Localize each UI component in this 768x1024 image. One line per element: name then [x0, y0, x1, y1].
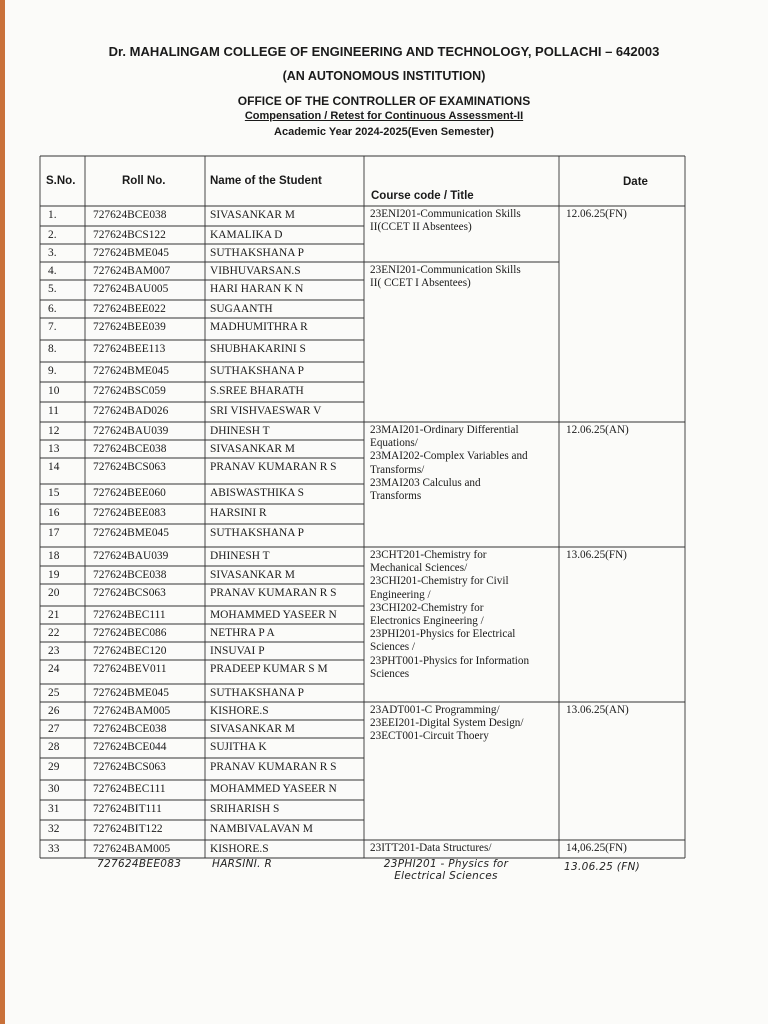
group-course: [370, 842, 491, 855]
row-name: INSUVAI P: [210, 645, 265, 657]
row-name: DHINESH T: [210, 550, 270, 562]
row-sno: 7.: [48, 321, 57, 333]
group-date: 13.06.25(AN): [566, 704, 629, 716]
course-line: 23ECT001-Circuit Thoery: [370, 730, 489, 743]
row-name: KISHORE.S: [210, 705, 269, 717]
row-name: HARI HARAN K N: [210, 283, 304, 295]
row-sno: 8.: [48, 343, 57, 355]
row-roll: 727624BEE022: [93, 303, 166, 315]
group-course: [370, 549, 529, 681]
row-name: ABISWASTHIKA S: [210, 487, 304, 499]
row-sno: 11: [48, 405, 59, 417]
course-line: 23PHI201-Physics for Electrical: [370, 628, 516, 641]
row-name: SIVASANKAR M: [210, 443, 295, 455]
row-roll: 727624BME045: [93, 527, 169, 539]
row-sno: 17: [48, 527, 60, 539]
office-title: OFFICE OF THE CONTROLLER OF EXAMINATIONS: [237, 94, 531, 108]
row-name: SHUBHAKARINI S: [210, 343, 306, 355]
course-line: 23CHI201-Chemistry for Civil: [370, 575, 509, 588]
row-roll: 727624BEV011: [93, 663, 167, 675]
course-line: Transforms: [370, 490, 422, 503]
row-sno: 22: [48, 627, 60, 639]
row-name: NETHRA P A: [210, 627, 275, 639]
group-course: [370, 424, 528, 503]
course-line: Engineering /: [370, 588, 431, 601]
row-roll: 727624BAU039: [93, 425, 169, 437]
row-roll: 727624BAM005: [93, 843, 171, 855]
row-sno: 23: [48, 645, 60, 657]
row-sno: 16: [48, 507, 60, 519]
row-sno: 25: [48, 687, 60, 699]
handwritten-roll: 727624BEE083: [97, 858, 182, 870]
course-line: 23MAI202-Complex Variables and: [370, 450, 528, 463]
course-line: Sciences: [370, 667, 410, 680]
row-roll: 727624BEC111: [93, 783, 166, 795]
course-line: Sciences /: [370, 641, 416, 654]
course-line: 23ITT201-Data Structures/: [370, 842, 492, 854]
row-name: SUTHAKSHANA P: [210, 687, 304, 699]
row-roll: 727624BCE038: [93, 723, 167, 735]
row-name: SIVASANKAR M: [210, 569, 295, 581]
row-sno: 28: [48, 741, 60, 753]
row-roll: 727624BAU005: [93, 283, 169, 295]
row-name: SRIHARISH S: [210, 803, 280, 815]
row-sno: 2.: [48, 229, 57, 241]
group-date: 14,06.25(FN): [566, 842, 627, 854]
course-line: 23EEI201-Digital System Design/: [370, 717, 524, 730]
row-sno: 20: [48, 587, 60, 599]
document-subject: Compensation / Retest for Continuous Assessment-II: [244, 110, 524, 122]
institution-status: (AN AUTONOMOUS INSTITUTION): [282, 69, 486, 83]
course-line: 23CHT201-Chemistry for: [370, 549, 487, 561]
row-name: SIVASANKAR M: [210, 209, 295, 221]
handwritten-date: 13.06.25 (FN): [564, 861, 641, 873]
row-roll: 727624BME045: [93, 365, 169, 377]
row-name: MOHAMMED YASEER N: [210, 783, 337, 795]
row-sno: 1.: [48, 209, 57, 221]
row-sno: 19: [48, 569, 60, 581]
row-name: NAMBIVALAVAN M: [210, 823, 313, 835]
row-sno: 15: [48, 487, 60, 499]
group-course: [370, 704, 524, 744]
row-roll: 727624BEE083: [93, 507, 166, 519]
row-name: S.SREE BHARATH: [210, 385, 304, 397]
row-roll: 727624BIT111: [93, 803, 162, 815]
row-name: HARSINI R: [210, 507, 267, 519]
handwritten-course-line2: Electrical Sciences: [394, 870, 498, 882]
course-line: 23CHI202-Chemistry for: [370, 601, 484, 614]
row-roll: 727624BCE038: [93, 443, 167, 455]
row-roll: 727624BCE044: [93, 741, 167, 753]
course-line: 23ADT001-C Programming/: [370, 704, 500, 716]
course-line: 23PHT001-Physics for Information: [370, 654, 530, 667]
group-date: 12.06.25(FN): [566, 208, 627, 220]
row-name: PRANAV KUMARAN R S: [210, 587, 337, 599]
course-line: II( CCET I Absentees): [370, 277, 471, 290]
row-name: SIVASANKAR M: [210, 723, 295, 735]
row-roll: 727624BSC059: [93, 385, 166, 397]
course-line: 23MAI201-Ordinary Differential: [370, 424, 519, 436]
handwritten-name: HARSINI. R: [212, 858, 273, 870]
course-line: Mechanical Sciences/: [370, 562, 468, 575]
row-sno: 9.: [48, 365, 57, 377]
course-line: 23ENI201-Communication Skills: [370, 264, 521, 276]
course-line: Electronics Engineering /: [370, 615, 484, 628]
row-roll: 727624BEE060: [93, 487, 166, 499]
handwritten-course-line1: 23PHI201 - Physics for: [383, 858, 509, 870]
row-roll: 727624BAM007: [93, 265, 171, 277]
row-sno: 12: [48, 425, 60, 437]
course-line: 23ENI201-Communication Skills: [370, 208, 521, 220]
row-name: SUTHAKSHANA P: [210, 247, 304, 259]
row-name: MADHUMITHRA R: [210, 321, 308, 333]
group-course: [370, 264, 521, 290]
col-course: Course code / Title: [371, 190, 474, 202]
row-name: SUTHAKSHANA P: [210, 365, 304, 377]
college-name: Dr. MAHALINGAM COLLEGE OF ENGINEERING AND TECHNOLOGY, POLLACHI – 642003: [108, 44, 660, 59]
row-roll: 727624BCS063: [93, 461, 166, 473]
row-sno: 14: [48, 461, 60, 473]
row-sno: 27: [48, 723, 60, 735]
row-name: PRADEEP KUMAR S M: [210, 663, 328, 675]
row-name: VIBHUVARSAN.S: [210, 265, 301, 277]
row-sno: 3.: [48, 247, 57, 259]
group-date: 13.06.25(FN): [566, 549, 627, 561]
row-name: SRI VISHVAESWAR V: [210, 405, 322, 417]
row-roll: 727624BEE113: [93, 343, 166, 355]
row-sno: 31: [48, 803, 60, 815]
row-roll: 727624BAM005: [93, 705, 171, 717]
col-name: Name of the Student: [210, 175, 322, 187]
row-name: KISHORE.S: [210, 843, 269, 855]
row-roll: 727624BCS063: [93, 587, 166, 599]
row-roll: 727624BEC120: [93, 645, 167, 657]
row-name: SUGAANTH: [210, 303, 273, 315]
row-sno: 13: [48, 443, 60, 455]
col-date: Date: [623, 176, 648, 188]
course-line: Transforms/: [370, 463, 425, 476]
course-line: 23MAI203 Calculus and: [370, 476, 481, 489]
col-roll: Roll No.: [122, 175, 166, 187]
row-sno: 32: [48, 823, 60, 835]
row-roll: 727624BEC111: [93, 609, 166, 621]
row-name: SUTHAKSHANA P: [210, 527, 304, 539]
row-name: SUJITHA K: [210, 741, 267, 753]
row-sno: 18: [48, 550, 60, 562]
group-date: 12.06.25(AN): [566, 424, 629, 436]
group-course: [370, 208, 521, 234]
row-name: KAMALIKA D: [210, 229, 283, 241]
row-sno: 10: [48, 385, 60, 397]
row-name: PRANAV KUMARAN R S: [210, 761, 337, 773]
academic-year: Academic Year 2024-2025(Even Semester): [274, 126, 494, 138]
row-roll: 727624BEE039: [93, 321, 166, 333]
row-roll: 727624BAU039: [93, 550, 169, 562]
row-sno: 6.: [48, 303, 57, 315]
handwritten-course: [366, 858, 526, 882]
row-sno: 29: [48, 761, 60, 773]
row-sno: 5.: [48, 283, 57, 295]
row-roll: 727624BEC086: [93, 627, 167, 639]
row-roll: 727624BCE038: [93, 209, 167, 221]
row-roll: 727624BME045: [93, 247, 169, 259]
course-line: II(CCET II Absentees): [370, 221, 472, 234]
row-sno: 30: [48, 783, 60, 795]
course-line: Equations/: [370, 437, 418, 450]
row-sno: 26: [48, 705, 60, 717]
row-roll: 727624BIT122: [93, 823, 163, 835]
row-sno: 21: [48, 609, 60, 621]
row-sno: 33: [48, 843, 60, 855]
row-name: PRANAV KUMARAN R S: [210, 461, 337, 473]
row-sno: 4.: [48, 265, 57, 277]
row-name: DHINESH T: [210, 425, 270, 437]
row-roll: 727624BCS122: [93, 229, 166, 241]
row-name: MOHAMMED YASEER N: [210, 609, 337, 621]
row-roll: 727624BCE038: [93, 569, 167, 581]
row-roll: 727624BME045: [93, 687, 169, 699]
col-sno: S.No.: [46, 175, 76, 187]
row-roll: 727624BAD026: [93, 405, 169, 417]
row-sno: 24: [48, 663, 60, 675]
row-roll: 727624BCS063: [93, 761, 166, 773]
